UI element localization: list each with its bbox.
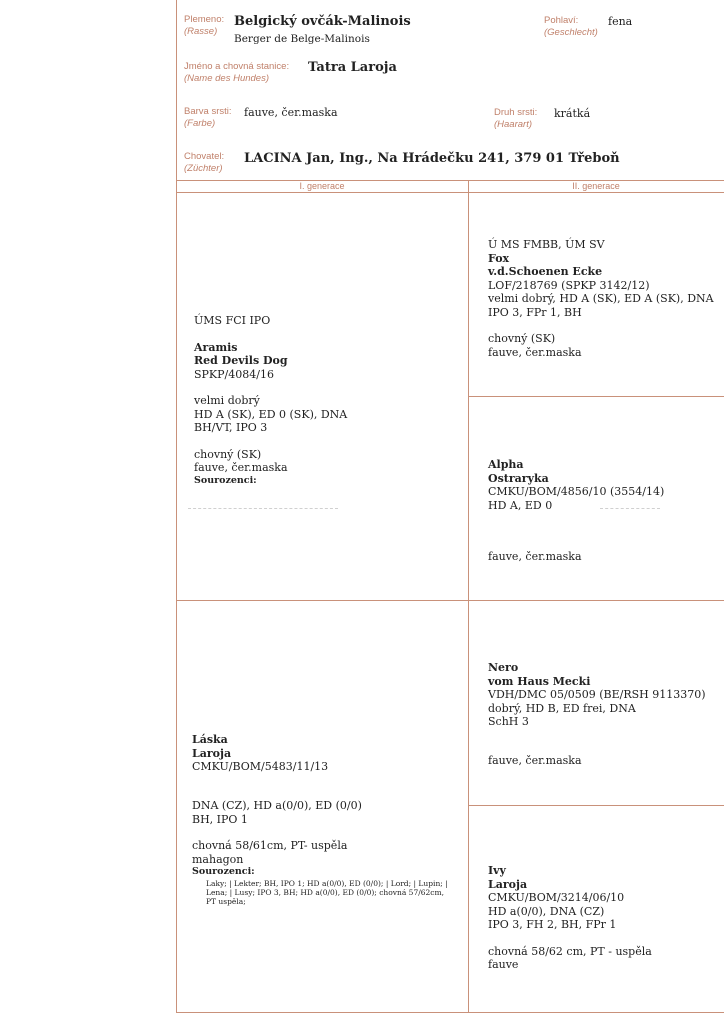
sire-dam-cell xyxy=(488,458,664,512)
name-label-de: (Name des Hundes) xyxy=(184,73,270,84)
dam-dam-breeding: chovná 58/62 cm, PT - uspěla xyxy=(488,944,652,958)
dam-dam-cell xyxy=(488,864,652,972)
color-label xyxy=(184,106,232,130)
dam-sire-name: Nero xyxy=(488,661,519,674)
dam-dam-kennel: Laroja xyxy=(488,877,528,891)
sire-sire-color: fauve, čer.maska xyxy=(488,345,582,359)
dam-dam-name: Ivy xyxy=(488,864,506,877)
sire-titles: ÚMS FCI IPO xyxy=(194,314,271,327)
dam-siblings-line: Laky; | Lekter; BH, IPO 1; HD a(0/0), ED (0/0); | Lord; | Lupin; | xyxy=(206,879,448,888)
sire-exams: BH/VT, IPO 3 xyxy=(194,421,268,434)
coat-label-de: (Haarart) xyxy=(494,119,533,130)
name-label xyxy=(184,61,289,85)
spacer xyxy=(194,328,347,341)
dog-name: Tatra Laroja xyxy=(308,60,397,75)
coat-label xyxy=(494,107,537,131)
dam-dam-exams: IPO 3, FH 2, BH, FPr 1 xyxy=(488,918,617,931)
dam-cell xyxy=(192,733,328,774)
dam-breeding: chovná 58/61cm, PT- uspěla xyxy=(192,839,348,852)
sire-color: fauve, čer.maska xyxy=(194,461,288,474)
breeder-value: LACINA Jan, Ing., Na Hrádečku 241, 379 01 Třeboň xyxy=(244,151,620,166)
sex-value: fena xyxy=(608,15,633,28)
first-generation-header: I. generace xyxy=(299,181,345,191)
sire-kennel: Red Devils Dog xyxy=(194,354,288,367)
spacer xyxy=(488,932,652,945)
dam-grandparents-divider xyxy=(468,805,724,806)
sire-reg: SPKP/4084/16 xyxy=(194,367,274,381)
dam-details xyxy=(192,799,362,877)
sire-sire-titles: Ú MS FMBB, ÚM SV xyxy=(488,238,605,251)
name-label-cz: Jméno a chovná stanice: xyxy=(184,61,290,72)
sire-sire-exams: IPO 3, FPr 1, BH xyxy=(488,305,582,319)
spacer xyxy=(192,826,362,839)
dam-sire-exams: SchH 3 xyxy=(488,715,529,728)
spacer xyxy=(194,381,347,394)
sire-dam-color: fauve, čer.maska xyxy=(488,550,582,563)
breeder-label-cz: Chovatel: xyxy=(184,151,225,162)
sex-label-cz: Pohlaví: xyxy=(544,15,579,26)
coat-value: krátká xyxy=(554,107,591,120)
dam-name: Láska xyxy=(192,733,228,746)
dam-reg: CMKU/BOM/5483/11/13 xyxy=(192,760,329,773)
sire-name: Aramis xyxy=(194,340,238,354)
sire-sire-health: velmi dobrý, HD A (SK), ED A (SK), DNA xyxy=(488,292,714,305)
dam-siblings-label: Sourozenci: xyxy=(192,866,255,877)
color-value: fauve, čer.maska xyxy=(244,106,338,119)
sex-label-de: (Geschlecht) xyxy=(544,27,598,38)
sire-health: HD A (SK), ED 0 (SK), DNA xyxy=(194,407,348,421)
sire-sire-kennel: v.d.Schoenen Ecke xyxy=(488,265,603,278)
dam-sire-color: fauve, čer.maska xyxy=(488,754,582,767)
coat-label-cz: Druh srsti: xyxy=(494,107,538,118)
dam-sire-health: dobrý, HD B, ED frei, DNA xyxy=(488,701,636,715)
dam-siblings-line: PT uspěla; xyxy=(206,897,246,906)
sire-breeding: chovný (SK) xyxy=(194,447,262,461)
dam-sire-cell xyxy=(488,661,706,729)
dam-dam-reg: CMKU/BOM/3214/06/10 xyxy=(488,891,625,904)
second-generation-header: II. generace xyxy=(572,181,620,191)
sire-sire-cell xyxy=(488,238,714,359)
sire-dam-kennel: Ostraryka xyxy=(488,471,549,485)
dam-exams: BH, IPO 1 xyxy=(192,812,248,826)
breed-value-fr: Berger de Belge-Malinois xyxy=(234,33,370,45)
breeder-label xyxy=(184,151,224,175)
breed-label-cz: Plemeno: xyxy=(184,14,225,25)
column-divider xyxy=(468,192,469,1012)
breed-value: Belgický ovčák-Malinois xyxy=(234,14,411,29)
breed-label-de: (Rasse) xyxy=(184,26,218,37)
dam-color: mahagon xyxy=(192,852,244,866)
sire-dam-health: HD A, ED 0 xyxy=(488,498,553,512)
sire-sire-reg: LOF/218769 (SPKP 3142/12) xyxy=(488,278,650,292)
sex-label xyxy=(544,15,598,39)
dam-kennel: Laroja xyxy=(192,746,232,760)
dam-dam-color: fauve xyxy=(488,958,519,971)
sire-dam-reg: CMKU/BOM/4856/10 (3554/14) xyxy=(488,485,665,498)
dam-dam-health: HD a(0/0), DNA (CZ) xyxy=(488,904,605,918)
dam-siblings-list xyxy=(206,879,448,906)
sire-eval: velmi dobrý xyxy=(194,394,260,407)
color-label-de: (Farbe) xyxy=(184,118,216,129)
sire-sire-breeding: chovný (SK) xyxy=(488,332,556,345)
dam-sire-kennel: vom Haus Mecki xyxy=(488,674,591,688)
sire-dam-name: Alpha xyxy=(488,458,524,471)
spacer xyxy=(194,435,347,448)
sire-cell xyxy=(194,314,347,486)
sire-siblings-label: Sourozenci: xyxy=(194,474,257,486)
spacer xyxy=(488,319,714,332)
generation-divider xyxy=(176,192,724,193)
dam-siblings-line: Lena; | Lusy; IPO 3, BH; HD a(0/0), ED (0/0); chovná 57/62cm, xyxy=(206,888,444,897)
parents-divider xyxy=(176,600,724,601)
sire-grandparents-divider xyxy=(468,396,724,397)
dam-health: DNA (CZ), HD a(0/0), ED (0/0) xyxy=(192,799,362,812)
sire-sire-name: Fox xyxy=(488,251,510,265)
scan-artifact xyxy=(188,508,338,509)
breed-label xyxy=(184,14,224,38)
dam-sire-reg: VDH/DMC 05/0509 (BE/RSH 9113370) xyxy=(488,688,706,701)
breeder-label-de: (Züchter) xyxy=(184,163,223,174)
color-label-cz: Barva srsti: xyxy=(184,106,232,117)
